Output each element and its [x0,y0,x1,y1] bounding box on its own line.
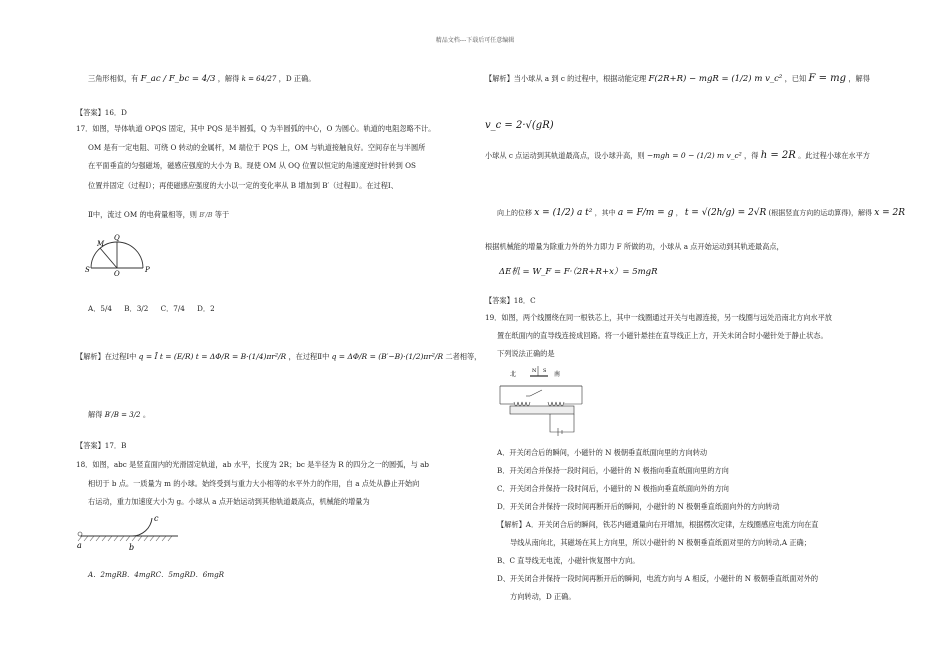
solution-17-result [88,410,150,420]
track-abc-figure [74,512,184,554]
solution-18-line-5: 根据机械能的增量为除重力外的外力即力 F 所做的功，小球从 a 点开始运动到其轨迹最高点， [485,242,784,251]
field-ratio-formula: B′/B [199,211,213,219]
question-19-option-d: D．开关闭合并保持一段时间再断开后的瞬间，小磁针的 N 极朝垂直纸面向外的方向转动 [497,502,780,511]
question-17-options [88,304,215,314]
solution-19-line-3: B、C 直导线无电流，小磁针恢复图中方向。 [497,556,640,565]
label-m: M [97,240,105,248]
question-19-line-2: 置在纸面内的直导线连接成回路。将一小磁针悬挂在直导线正上方，开关未闭合时小磁针处于静止状态。 [497,331,828,340]
text-segment: ，其中 [594,209,616,217]
text-segment: 等于 [214,210,230,219]
option-a: A．5/4 [88,304,112,313]
text-segment: ，得 [744,151,759,160]
text-segment: 向上的位移 [497,209,532,217]
text-segment: (根据竖直方向的运动算得)，解得 [768,209,872,217]
text-segment: 【解析】在过程Ⅰ中 [76,352,137,361]
solution-19-line-2: 导线从南向北，其磁场在其上方向里，所以小磁针的 N 极朝垂直纸面对里的方向转动,A 正确； [510,538,811,547]
page-header: 精品文档---下载后可任意编辑 [435,37,515,44]
label-north: 北 [510,371,517,378]
option-b: B．3/2 [124,304,149,313]
text-segment: 解得 [88,410,103,419]
height-result: h = 2R [760,150,796,161]
similar-triangles-line [88,74,315,84]
displacement-formula: x = (1/2) a t² [534,208,593,218]
label-b: b [129,543,135,552]
label-c: c [154,514,159,523]
question-19-option-c: C．开关闭合并保持一段时间后，小磁针的 N 极指向垂直纸面向外的方向 [497,484,729,493]
charge-formula-process-2: q = ΔΦ/R = (B′−B)·(1/2)πr²/R [331,352,444,361]
solution-18-line-4 [497,208,905,218]
acceleration-formula: a = F/m = g [617,208,674,218]
solution-18-line-1 [485,73,870,84]
mechanical-energy-formula [499,265,658,277]
solution-17-line-1 [76,352,481,362]
energy-increase-formula: ΔE机 = W_F = F·（2R+R+x）= 5mgR [499,267,658,277]
force-equals-mg: F = mg [808,73,847,84]
solution-19-line-5: 方向转动，D 正确。 [510,592,576,601]
solution-18-line-3 [485,150,870,161]
text-segment: ， [675,209,683,217]
text-segment: ，已知 [784,74,807,83]
question-18-line-2: 相切于 b 点。一质量为 m 的小球。始终受到与重力大小相等的水平外力的作用，自 a 点处从静止开始向 [88,479,420,488]
question-17-line-3: 在平面垂直的匀强磁场，磁感应强度的大小为 B。现使 OM 从 OQ 位置以恒定的角速度逆时针转到 OS [88,161,416,170]
force-ratio-formula: F_ac / F_bc = 4/3 [140,74,216,84]
option-c: C．7/4 [160,304,185,313]
text-segment: ，在过程Ⅱ中 [288,352,330,361]
text-segment: 。 [142,410,151,419]
label-q: Q [114,234,120,242]
charge-formula-process-1: q = Ī t = (E/R) t = ΔΦ/R = B·(1/4)πr²/R [138,352,287,361]
question-18-line-1: 18．如图，abc 是竖直面内的光滑固定轨道，ab 水平，长度为 2R；bc 是半径为 R 的四分之一的圆弧，与 ab [76,460,429,469]
label-s: S [85,266,90,274]
question-19-line-1: 19．如图，两个线圈绕在同一根铁芯上，其中一线圈通过开关与电源连接，另一线圈与远处沿南北方向水平放 [485,313,832,322]
text-segment: 。此过程小球在水平方 [798,151,870,160]
question-19-option-b: B．开关闭合并保持一段时间后，小磁针的 N 极指向垂直纸面向里的方向 [497,466,729,475]
label-needle-n: N [532,368,537,374]
time-formula: t = √(2h/g) = 2√R [684,208,767,218]
label-needle-s: S [543,368,547,374]
solution-19-line-4: D、开关闭合并保持一段时间再断开后的瞬间，电流方向与 A 相反，小磁针的 N 极朝垂直纸面对外的 [497,574,819,583]
question-17-line-2: OM 是有一定电阻、可绕 O 转动的金属杆，M 端位于 PQS 上，OM 与轨道接触良好。空间存在与半圆所 [88,143,426,152]
text-segment: 【解析】当小球从 a 到 c 的过程中，根据动能定理 [485,74,647,83]
question-19-line-3: 下列说法正确的是 [497,349,555,358]
velocity-at-c [485,113,554,132]
label-a: a [77,541,82,550]
text-segment: Ⅱ中，流过 OM 的电荷量相等，则 [88,210,197,219]
k-value-formula: k = 64/27 [241,75,277,83]
solution-19-line-1: 【解析】A．开关闭合后的瞬间，铁芯内磁通量向右开增加，根据楞次定律，左线圈感应电流方向在直 [497,520,819,529]
label-o: O [114,270,120,276]
height-energy-formula: −mgh = 0 − (1/2) m v_c² [646,151,742,160]
text-segment: 二者相等， [445,352,482,361]
coil-compass-figure [490,364,590,442]
text-segment: ，解得 [217,74,240,83]
result-formula: B′/B = 3/2 [104,411,141,419]
answer-17: 【答案】17．B [76,441,127,450]
question-18-options: A．2mgRB．4mgRC．5mgRD．6mgR [88,570,225,579]
question-18-line-3: 右运动，重力加速度大小为 g。小球从 a 点开始运动到其他轨道最高点，机械能的增量为 [88,497,370,506]
question-17-line-5 [88,210,229,220]
text-segment: 小球从 c 点运动到其轨道最高点，设小球升高，则 [485,151,645,160]
label-south: 南 [554,371,561,378]
text-segment: 三角形相似，有 [88,74,139,83]
semicircle-track-figure [84,230,154,276]
velocity-formula: v_c = 2·√(gR) [485,120,554,131]
work-energy-formula: F(2R+R) − mgR = (1/2) m v_c² [648,74,783,84]
question-19-option-a: A．开关闭合后的瞬间，小磁针的 N 极朝垂直纸面向里的方向转动 [497,448,708,457]
text-segment: ，D 正确。 [278,74,316,83]
label-p: P [145,266,150,274]
question-17-line-1: 17．如图，导体轨道 OPQS 固定，其中 PQS 是半圆弧，Q 为半圆弧的中心，O 为圆心。轨道的电阻忽略不计。 [76,124,436,133]
answer-16: 【答案】16．D [76,108,127,117]
displacement-result: x = 2R [874,208,906,218]
option-d: D．2 [197,304,215,313]
text-segment: ，解得 [848,74,870,83]
answer-18: 【答案】18．C [485,296,536,305]
question-17-line-4: 位置并固定（过程Ⅰ）；再使磁感应强度的大小以一定的变化率从 B 增加到 B′（过程Ⅱ）。在过程Ⅰ、 [88,181,398,190]
